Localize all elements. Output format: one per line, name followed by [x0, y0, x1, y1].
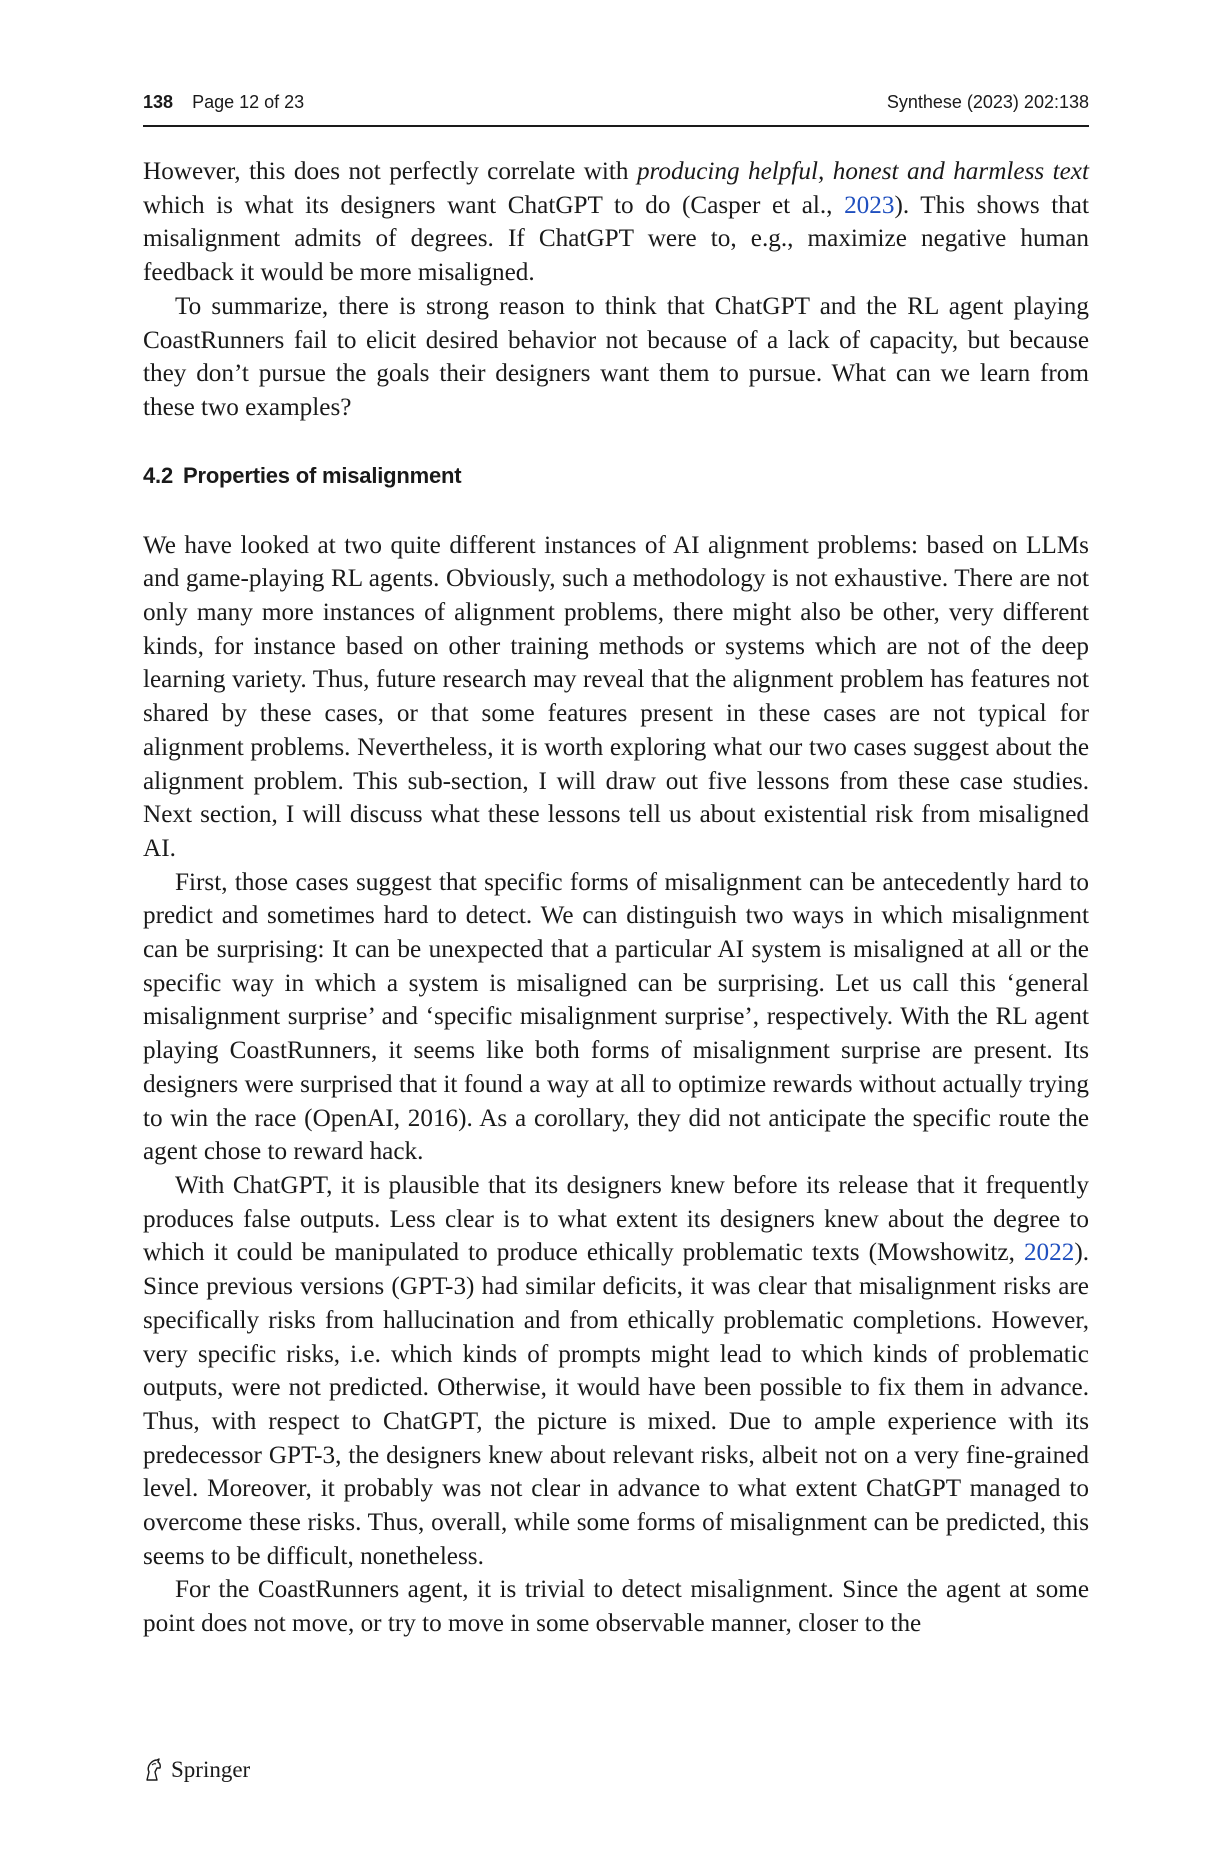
- paragraph-3: We have looked at two quite different instances of AI alignment problems: based on LLMs and game-playing RL agents. Obviously, such a methodology is not exhaustive. There are not only many more instances of alignment problems, there might also be other, very different kinds, for instance based on other training methods or systems which are not of the deep learning variety. Thus, future research may reveal that the alignment problem has features not shared by these cases, or that some features present in these cases are not typical for alignment problems. Nevertheless, it is worth exploring what our two cases suggest about the alignment problem. This sub-section, I will draw out five lessons from these case studies. Next section, I will discuss what these lessons tell us about existential risk from misaligned AI.: [143, 531, 1089, 862]
- emphasis-text: producing helpful, honest and harmless text: [636, 158, 1089, 185]
- citation-link[interactable]: 2022: [1023, 1239, 1075, 1267]
- page-number: 138: [143, 92, 174, 112]
- paragraph-6: For the CoastRunners agent, it is trivial to detect misalignment. Since the agent at some point does not move, or try to move in some observable manner, closer to the: [143, 1576, 1089, 1638]
- publisher-name: Springer: [171, 1757, 251, 1782]
- journal-citation: Synthese (2023) 202:138: [886, 92, 1089, 112]
- section-number: 4.2: [143, 462, 173, 488]
- citation-link[interactable]: 2023: [844, 191, 895, 219]
- paragraph-4: First, those cases suggest that specific forms of misalignment can be antecedently hard to predict and sometimes hard to detect. We can distinguish two ways in which misalignment can be surprising: It can be unexpected that a particular AI system is misaligned at all or the specific way in which a system is misaligned can be surprising. Let us call this ‘general misalignment surprise’ and ‘specific misalignment surprise’, respectively. With the RL agent playing CoastRunners, it seems like both forms of misalignment surprise are present. Its designers were surprised that it found a way at all to optimize rewards without actually trying to win the race (OpenAI, 2016). As a corollary, they did not anticipate the specific route the agent chose to reward hack.: [143, 868, 1089, 1166]
- page-of: Page 12 of 23: [192, 92, 305, 112]
- section-heading: [143, 461, 1089, 491]
- body-text: [143, 155, 1089, 1641]
- running-header: [143, 92, 1089, 122]
- springer-horse-icon: [143, 1758, 163, 1782]
- paragraph-1: However, this does not perfectly correlate with producing helpful, honest and harmless text which is what its designers want ChatGPT to do (Casper et al., 2023). This shows that misalignment admits of degrees. If ChatGPT were to, e.g., maximize negative human feedback it would be more misaligned.: [143, 158, 1089, 287]
- paragraph-2: To summarize, there is strong reason to think that ChatGPT and the RL agent playing CoastRunners fail to elicit desired behavior not because of a lack of capacity, but because they don’t pursue the goals their designers want them to pursue. What can we learn from these two examples?: [143, 292, 1089, 421]
- journal-page: [143, 0, 1089, 1851]
- section-title: Properties of misalignment: [182, 462, 462, 488]
- paragraph-5: With ChatGPT, it is plausible that its designers knew before its release that it frequently produces false outputs. Less clear is to what extent its designers knew about the degree to which it could be manipulated to produce ethically problematic texts (Mowshowitz, 2022). Since previous versions (GPT-3) had similar deficits, it was clear that misalignment risks are specifically risks from hallucination and from ethically problematic completions. However, very specific risks, i.e. which kinds of prompts might lead to which kinds of problematic outputs, were not predicted. Otherwise, it would have been possible to fix them in advance. Thus, with respect to ChatGPT, the picture is mixed. Due to ample experience with its predecessor GPT-3, the designers knew about relevant risks, albeit not on a very fine-grained level. Moreover, it probably was not clear in advance to what extent ChatGPT managed to overcome these risks. Thus, overall, while some forms of misalignment can be predicted, this seems to be difficult, nonetheless.: [143, 1171, 1089, 1570]
- publisher-footer: [143, 1757, 250, 1783]
- header-rule: [143, 125, 1089, 127]
